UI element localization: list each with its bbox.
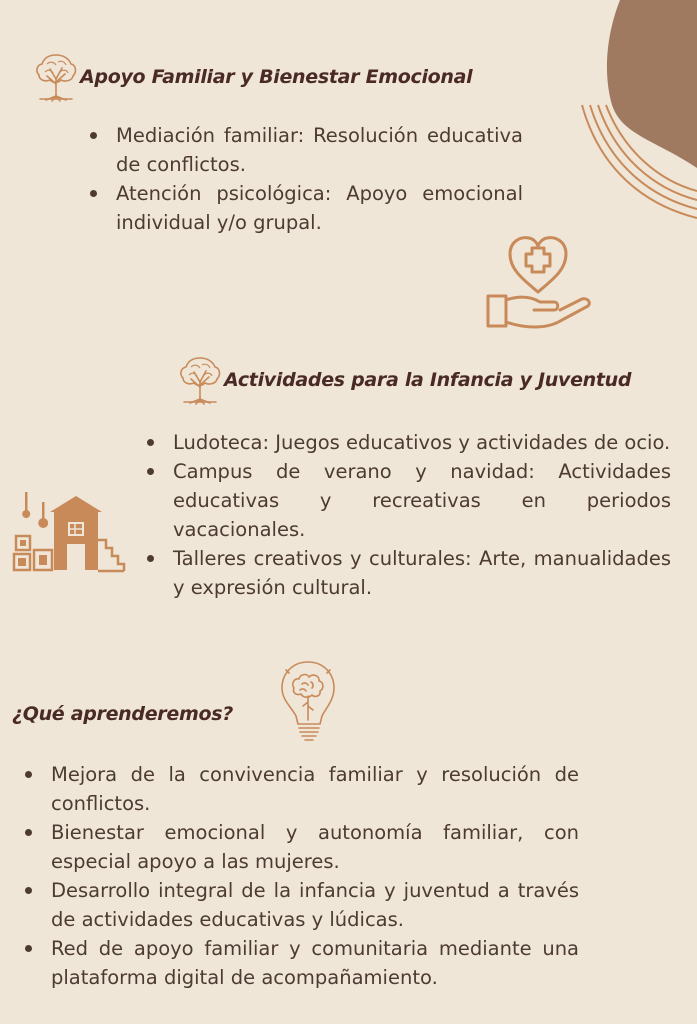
bullet-list-actividades [147,428,671,602]
tree-icon [178,355,222,405]
tree-icon [34,52,78,102]
bullet-list-apoyo [90,121,523,237]
section-title: ¿Qué aprenderemos? [12,703,233,725]
list-item: Bienestar emocional y autonomía familiar, con especial apoyo a las mujeres. [25,818,579,876]
list-item: Atención psicológica: Apoyo emocional individual y/o grupal. [90,179,523,237]
brown-blob-decoration [560,0,697,230]
heart-hand-icon [484,230,594,340]
section-title: Apoyo Familiar y Bienestar Emocional [80,66,473,88]
lightbulb-brain-icon [278,658,338,744]
list-item: Desarrollo integral de la infancia y juventud a través de actividades educativas y lúdicas. [25,876,579,934]
list-item: Red de apoyo familiar y comunitaria mediante una plataforma digital de acompañamiento. [25,934,579,992]
bullet-list-aprenderemos [25,760,579,992]
list-item: Campus de verano y navidad: Actividades educativas y recreativas en periodos vacacionales. [147,457,671,544]
section-heading-que-aprenderemos [12,703,233,725]
list-item: Talleres creativos y culturales: Arte, manualidades y expresión cultural. [147,544,671,602]
list-item: Mediación familiar: Resolución educativa de conflictos. [90,121,523,179]
list-item: Ludoteca: Juegos educativos y actividades de ocio. [147,428,671,457]
section-title: Actividades para la Infancia y Juventud [224,369,632,391]
playhouse-icon [12,488,126,574]
section-heading-actividades [178,355,631,405]
section-heading-apoyo-familiar [34,52,472,102]
list-item: Mejora de la convivencia familiar y resolución de conflictos. [25,760,579,818]
